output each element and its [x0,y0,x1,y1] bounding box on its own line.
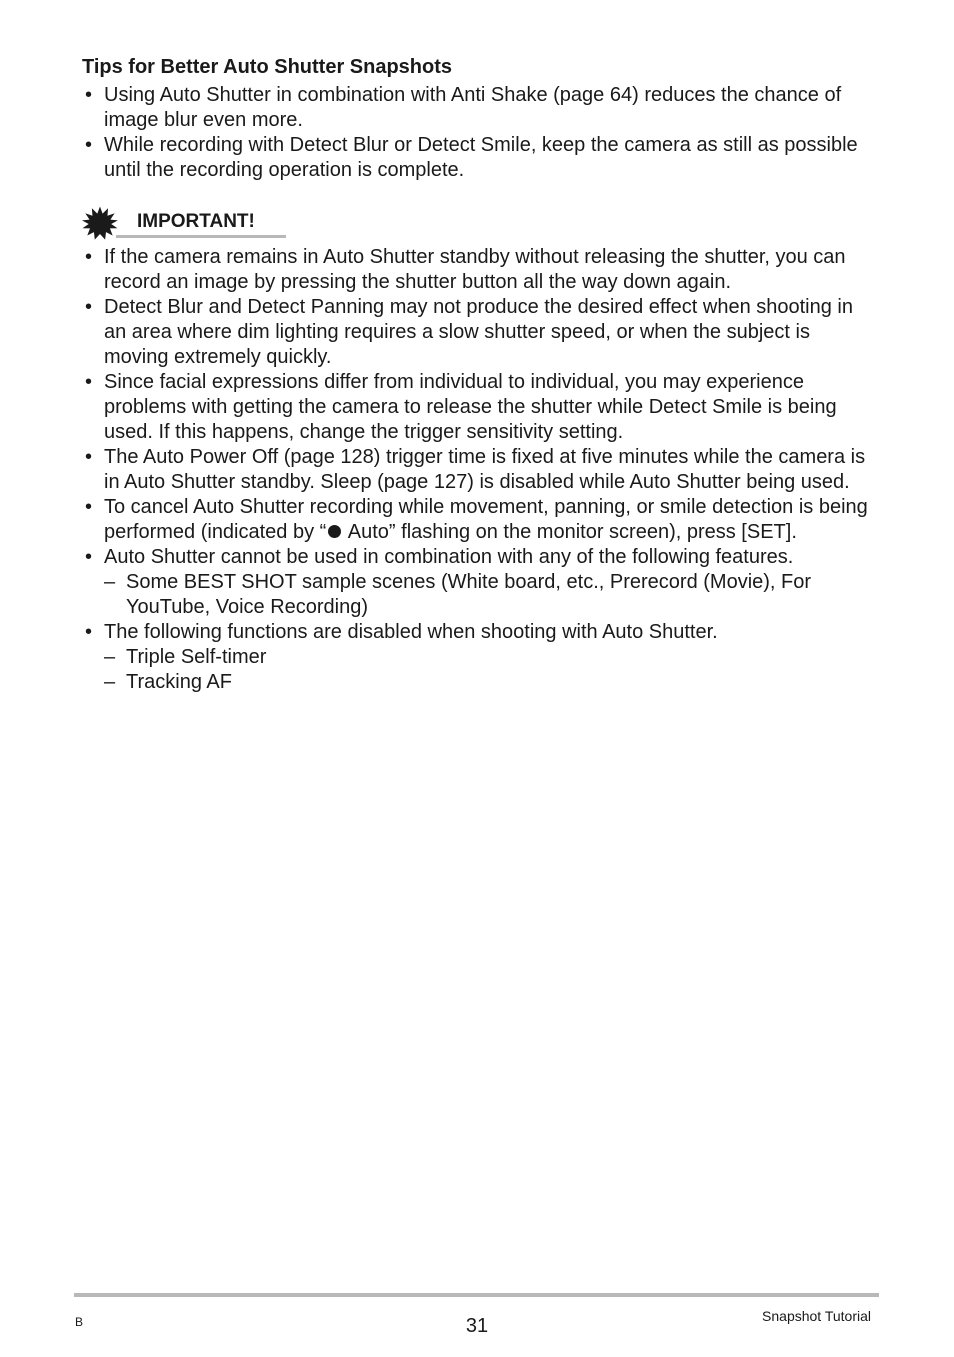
list-item [0,445,954,495]
bullet: • [85,246,93,268]
list-item-text: The Auto Power Off (page 128) trigger time is fixed at five minutes while the camera is in Auto Shutter standby. Sleep (page 127) is disabled while Auto Shutter being used. [104,446,866,493]
bullet: • [85,546,93,568]
list-item [0,495,954,545]
list-item [0,620,954,695]
list-item-text-after-icon: Auto” flashing on the monitor screen), press [SET]. [343,521,797,543]
list-item-text: Auto Shutter cannot be used in combination with any of the following features. [104,546,794,568]
tips-list [0,83,954,183]
page-number: 31 [465,1315,489,1337]
important-underline [116,235,286,238]
dash: – [104,571,116,593]
footer-divider [74,1293,879,1297]
important-label: IMPORTANT! [137,211,255,232]
list-item-text: The following functions are disabled when shooting with Auto Shutter. [104,621,718,643]
footer-section-title: Snapshot Tutorial [762,1308,871,1324]
list-item-text: Since facial expressions differ from individual to individual, you may experience problems with getting the camera to release the shutter while Detect Smile is being used. If this happens, change the trigger sensitivity setting. [104,371,837,443]
dash: – [104,671,116,693]
list-item [0,133,954,183]
sub-list-item [104,645,870,670]
record-dot-icon [328,525,341,538]
list-item-text: While recording with Detect Blur or Detect Smile, keep the camera as still as possible until the recording operation is complete. [104,134,858,181]
starburst-icon [82,206,118,242]
sub-list-item-text: Triple Self-timer [126,646,267,668]
bullet: • [85,621,93,643]
list-item-text: Detect Blur and Detect Panning may not produce the desired effect when shooting in an area where dim lighting requires a slow shutter speed, or when the subject is moving extremely quickly. [104,296,853,368]
bullet: • [85,496,93,518]
list-item [0,83,954,133]
sub-list-item-text: Tracking AF [126,671,232,693]
sub-list-item-text: Some BEST SHOT sample scenes (White board, etc., Prerecord (Movie), For YouTube, Voice Recording) [126,571,812,618]
important-list [0,245,954,695]
bullet: • [85,446,93,468]
bullet: • [85,134,93,156]
bullet: • [85,371,93,393]
list-item [0,545,954,620]
important-callout-header [82,206,292,242]
footer-language-mark: B [75,1315,84,1329]
list-item [0,370,954,445]
list-item-text: Using Auto Shutter in combination with Anti Shake (page 64) reduces the chance of image blur even more. [104,84,842,131]
sub-list-item [104,670,870,695]
section-heading: Tips for Better Auto Shutter Snapshots [82,56,453,78]
list-item [0,295,954,370]
list-item-text: If the camera remains in Auto Shutter standby without releasing the shutter, you can record an image by pressing the shutter button all the way down again. [104,246,846,293]
bullet: • [85,84,93,106]
sub-list-item [104,570,870,620]
bullet: • [85,296,93,318]
list-item-text-before-icon: To cancel Auto Shutter recording while movement, panning, or smile detection is being performed (indicated by “ [104,496,868,543]
list-item [0,245,954,295]
dash: – [104,646,116,668]
